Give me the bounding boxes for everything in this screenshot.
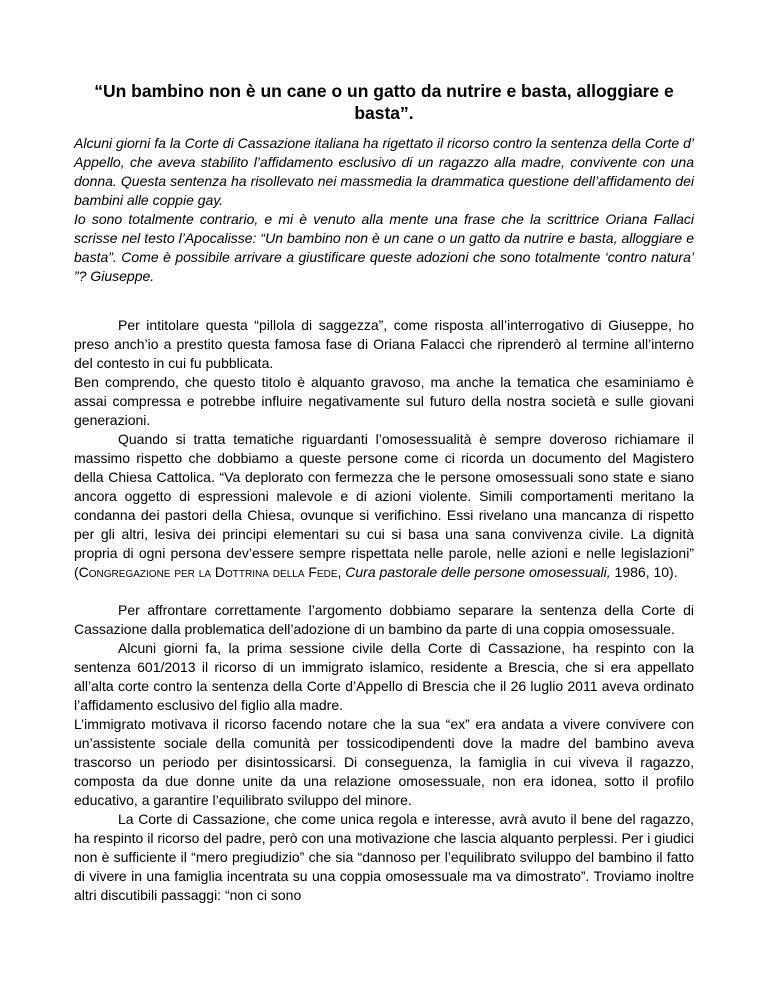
document-title: “Un bambino non è un cane o un gatto da nutrire e basta, alloggiare e basta”. — [94, 81, 674, 123]
body-paragraph-2: Ben comprendo, che questo titolo è alquanto gravoso, ma anche la tematica che esaminiamo è assai compressa e potrebbe influire negativamente sul futuro della nostra società e sulle giovani generazioni. — [74, 374, 694, 428]
document-page — [74, 80, 694, 905]
body-paragraph-3 — [74, 430, 694, 582]
body-paragraph-5: Alcuni giorni fa, la prima sessione civile della Corte di Cassazione, ha respinto con la sentenza 601/2013 il ricorso di un immigrato islamico, residente a Brescia, che si era appellato all’alta corte contro la sentenza della Corte d’Appello di Brescia che il 26 luglio 2011 aveva ordinato l’affidamento esclusivo del figlio alla madre. — [74, 640, 694, 713]
body-paragraph-7: La Corte di Cassazione, che come unica regola e interesse, avrà avuto il bene del ragazzo, ha respinto il ricorso del padre, però con una motivazione che lascia alquanto perplessi. Per i giudici non è sufficiente il “mero pregiudizio” che sia “dannoso per l’equilibrato sviluppo del bambino il fatto di vivere in una famiglia incentrata su una coppia omosessuale ma va dimostrato”. Troviamo inoltre altri discutibili passaggi: “non ci sono — [74, 811, 694, 903]
citation-source: Congregazione per la Dottrina della Fede, — [78, 564, 342, 580]
citation-year: 1986, 10). — [614, 564, 678, 580]
reader-letter — [74, 134, 694, 286]
citation-work: Cura pastorale delle persone omosessuali, — [345, 564, 611, 580]
letter-paragraph-1: Alcuni giorni fa la Corte di Cassazione italiana ha rigettato il ricorso contro la sentenza della Corte d’ Appello, che aveva stabilito l’affidamento esclusivo di un ragazzo alla madre, convivente con una donna. Questa sentenza ha risollevato nei massmedia la drammatica questione dell’affidamento dei bambini alle coppie gay. — [74, 135, 694, 208]
article-body — [74, 316, 694, 905]
letter-paragraph-2: Io sono totalmente contrario, e mi è venuto alla mente una frase che la scrittrice Oriana Fallaci scrisse nel testo l’Apocalisse: “Un bambino non è un cane o un gatto da nutrire e basta, alloggiare e basta”. Come è possibile arrivare a giustificare queste adozioni che sono totalmente ‘contro natura’ ”? Giuseppe. — [74, 211, 694, 284]
body-paragraph-1: Per intitolare questa “pillola di saggezza”, come risposta all’interrogativo di Giuseppe, ho preso anch’io a prestito questa famosa fase di Oriana Falacci che riprenderò al termine all’interno del contesto in cui fu pubblicata. — [74, 317, 694, 371]
body-paragraph-6: L’immigrato motivava il ricorso facendo notare che la sua “ex” era andata a vivere convivere con un’assistente sociale della comunità per tossicodipendenti dove la madre del bambino aveva trascorso un periodo per disintossicarsi. Di conseguenza, la famiglia in cui viveva il ragazzo, composta da due donne unite da una relazione omosessuale, non era idonea, sotto il profilo educativo, a garantire l’equilibrato sviluppo del minore. — [74, 716, 694, 808]
body-paragraph-3-text: Quando si tratta tematiche riguardanti l’omosessualità è sempre doveroso richiamare il massimo rispetto che dobbiamo a queste persone come ci ricorda un documento del Magistero della Chiesa Cattolica. “Va deplorato con fermezza che le persone omosessuali sono state e siano ancora oggetto di espressioni malevole e di azioni violente. Simili comportamenti meritano la condanna dei pastori della Chiesa, ovunque si verifichino. Essi rivelano una mancanza di rispetto per gli altri, lesiva dei principi elementari su cui si basa una sana convivenza civile. La dignità propria di ogni persona dev’essere sempre rispettata nelle parole, nelle azioni e nelle legislazioni” ( — [74, 431, 694, 580]
body-paragraph-4: Per affrontare correttamente l’argomento dobbiamo separare la sentenza della Corte di Cassazione dalla problematica dell’adozione di un bambino da parte di una coppia omosessuale. — [74, 602, 694, 637]
